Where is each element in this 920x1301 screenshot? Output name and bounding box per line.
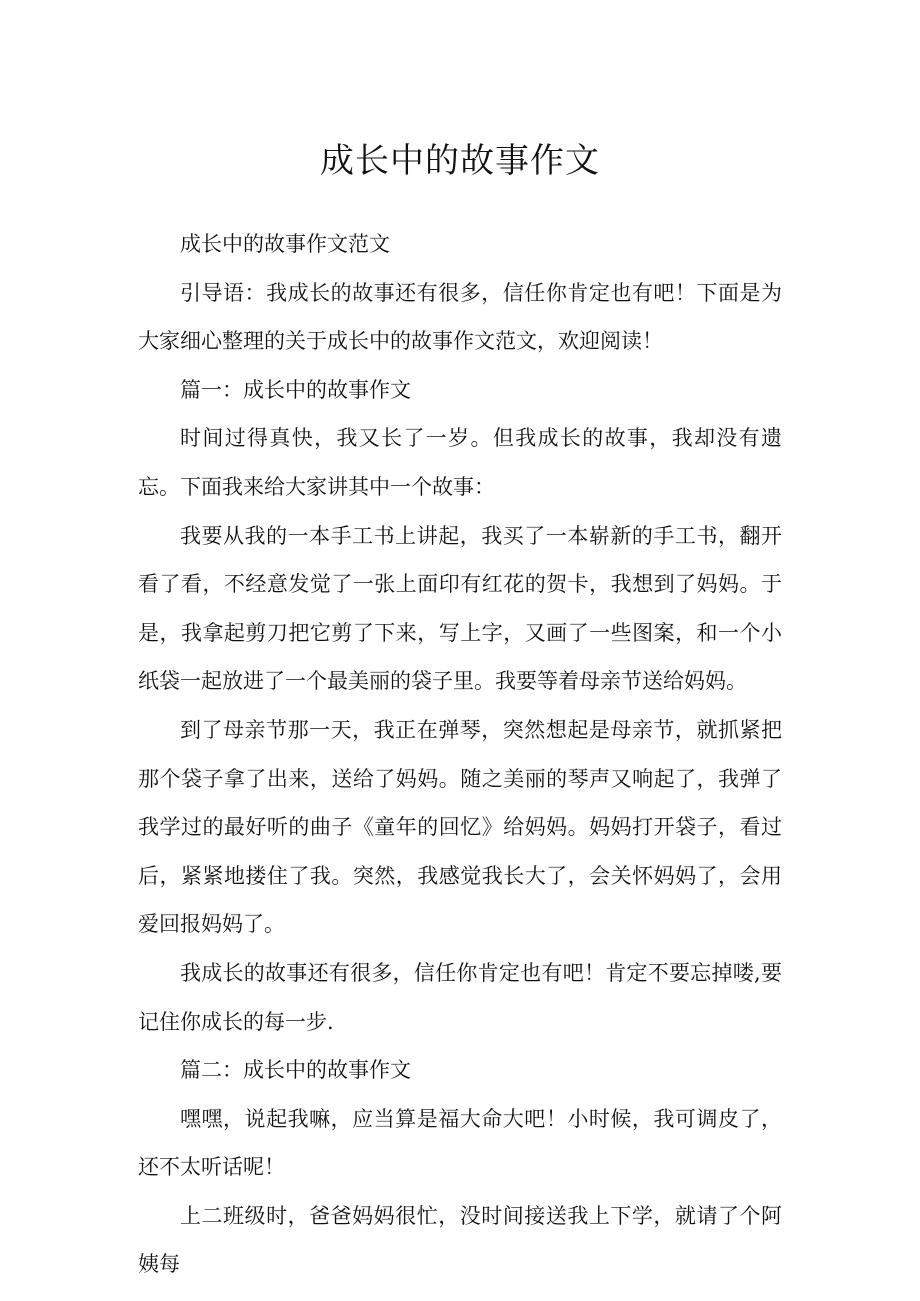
paragraph: 嘿嘿，说起我嘛，应当算是福大命大吧！小时候，我可调皮了，还不太听话呢！ (138, 1106, 782, 1180)
paragraph: 我要从我的一本手工书上讲起，我买了一本崭新的手工书，翻开看了看，不经意发觉了一张上面印有红花的贺卡，我想到了妈妈。于是，我拿起剪刀把它剪了下来，写上字，又画了一些图案，和一个小纸袋一起放进了一个最美丽的袋子里。我要等着母亲节送给妈妈。 (138, 523, 782, 694)
document-body (138, 220, 782, 1289)
paragraph: 我成长的故事还有很多，信任你肯定也有吧！肯定不要忘掉喽,要记住你成长的每一步. (138, 960, 782, 1034)
paragraph: 时间过得真快，我又长了一岁。但我成长的故事，我却没有遗忘。下面我来给大家讲其中一个故事： (138, 426, 782, 499)
document-title: 成长中的故事作文 (320, 141, 600, 181)
section-heading-1: 篇一：成长中的故事作文 (180, 377, 411, 402)
paragraph: 到了母亲节那一天，我正在弹琴，突然想起是母亲节，就抓紧把那个袋子拿了出来，送给了妈妈。随之美丽的琴声又响起了，我弹了我学过的最好听的曲子《童年的回忆》给妈妈。妈妈打开袋子，看过后，紧紧地搂住了我。突然，我感觉我长大了，会关怀妈妈了，会用爱回报妈妈了。 (138, 717, 782, 937)
paragraph-subtitle: 成长中的故事作文范文 (180, 232, 390, 256)
paragraph: 上二班级时，爸爸妈妈很忙，没时间接送我上下学，就请了个阿姨每 (138, 1203, 782, 1277)
section-heading-2: 篇二：成长中的故事作文 (180, 1058, 411, 1083)
paragraph-intro: 引导语：我成长的故事还有很多，信任你肯定也有吧！下面是为大家细心整理的关于成长中的故事作文范文，欢迎阅读！ (138, 280, 782, 354)
